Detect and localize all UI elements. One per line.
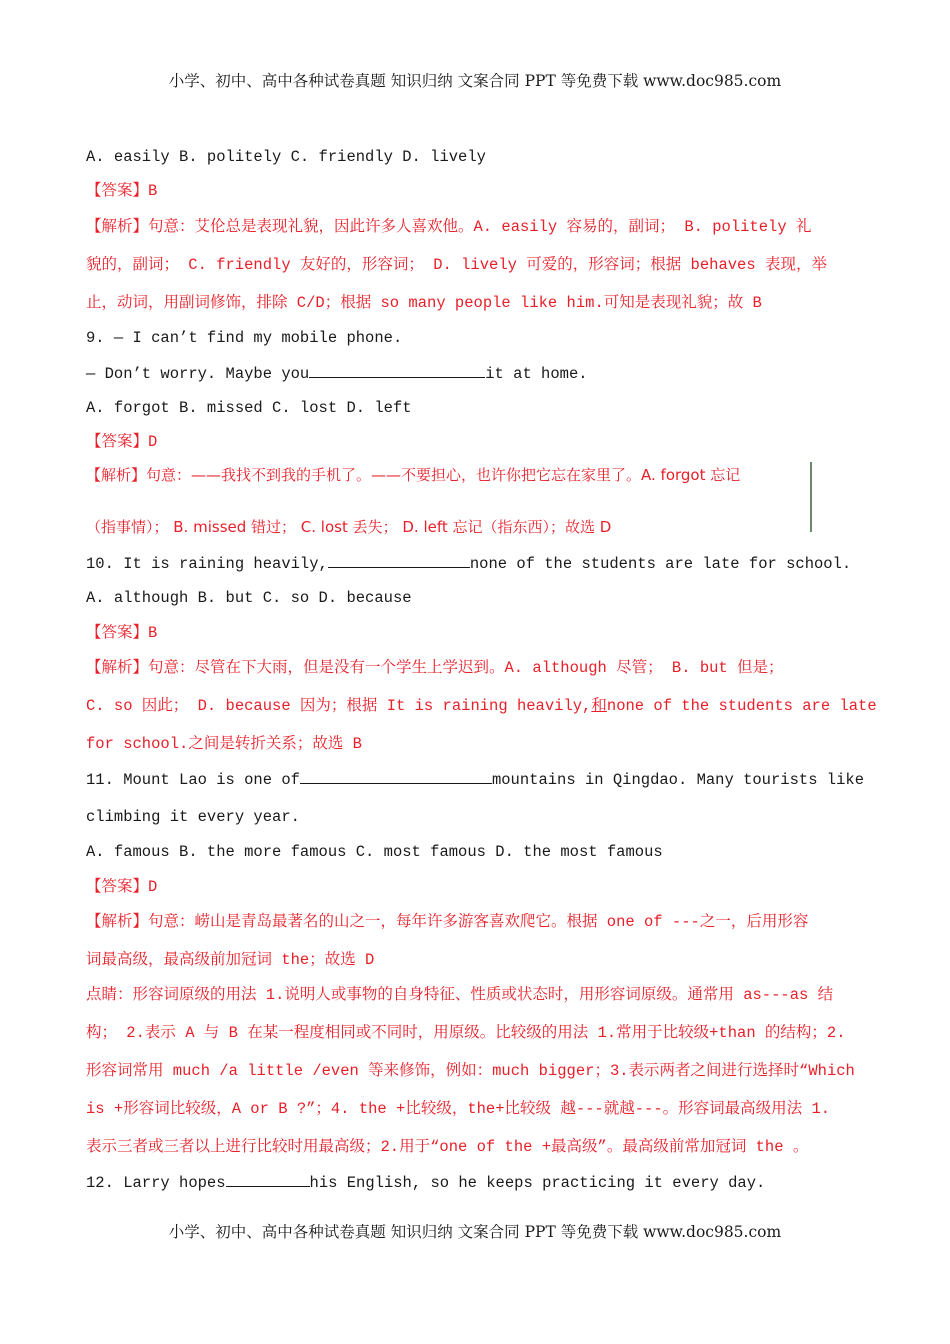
q9-stem-pre: — Don’t worry. Maybe you (86, 365, 310, 383)
q9-analysis-image (86, 456, 816, 538)
q8-analysis-line-1: 【解析】句意：艾伦总是表现礼貌，因此许多人喜欢他。A. easily 容易的，副词； B. politely 礼 (86, 218, 812, 236)
q10-analysis-2-underlined: 和 (591, 697, 607, 715)
q12-answer-blank (226, 1172, 310, 1187)
q11-answer-blank (300, 769, 492, 784)
q9-stem-line-2 (86, 363, 588, 384)
q10-answer: 【答案】B (86, 624, 158, 642)
q9-analysis-line-1: 【解析】句意：——我找不到我的手机了。——不要担心，也许你把它忘在家里了。A. forgot 忘记 (86, 466, 741, 484)
q9-answer-blank (309, 363, 485, 378)
q10-stem-post: none of the students are late for school. (469, 555, 852, 573)
q10-analysis-line-2 (86, 696, 877, 716)
q11-analysis-line-2: 词最高级，最高级前加冠词 the；故选 D (86, 951, 375, 969)
q10-options: A. although B. but C. so D. because (86, 589, 412, 607)
q11-tip-line-2: 构； 2.表示 A 与 B 在某一程度相同或不同时，用原级。比较级的用法 1.常用于比较级+than 的结构；2. (86, 1024, 846, 1042)
q11-analysis-line-1: 【解析】句意：崂山是青岛最著名的山之一，每年许多游客喜欢爬它。根据 one of ---之一，后用形容 (86, 913, 809, 931)
q10-stem (86, 553, 851, 574)
q11-tip-line-1: 点睛：形容词原级的用法 1.说明人或事物的自身特征、性质或状态时，用形容词原级。通常用 as---as 结 (86, 986, 834, 1004)
q11-stem-line-1 (86, 769, 864, 790)
q8-analysis-line-3: 止，动词，用副词修饰，排除 C/D；根据 so many people like him.可知是表现礼貌；故 B (86, 294, 762, 312)
q10-stem-pre: 10. It is raining heavily, (86, 555, 328, 573)
q9-analysis-line-2: （指事情）； B. missed 错过； C. lost 丢失； D. left 忘记（指东西）；故选 D (86, 518, 612, 536)
page-footer: 小学、初中、高中各种试卷真题 知识归纳 文案合同 PPT 等免费下载 www.doc985.com (168, 1223, 782, 1241)
q11-stem-pre: 11. Mount Lao is one of (86, 771, 300, 789)
q8-analysis-line-2: 貌的，副词； C. friendly 友好的，形容词； D. lively 可爱的，形容词；根据 behaves 表现，举 (86, 256, 827, 274)
page-header: 小学、初中、高中各种试卷真题 知识归纳 文案合同 PPT 等免费下载 www.doc985.com (168, 72, 782, 90)
q9-answer: 【答案】D (86, 433, 158, 451)
q11-tip-line-4: is +形容词比较级，A or B ?”；4. the +比较级，the+比较级 越---就越---。形容词最高级用法 1. (86, 1100, 831, 1118)
q10-analysis-2-pre: C. so 因此； D. because 因为；根据 It is raining heavily, (86, 697, 592, 715)
image-edge-marker (810, 462, 812, 532)
q11-tip-line-5: 表示三者或三者以上进行比较时用最高级；2.用于“one of the +最高级”。最高级前常加冠词 the 。 (86, 1138, 809, 1156)
q11-stem-line-2: climbing it every year. (86, 808, 300, 826)
q9-options: A. forgot B. missed C. lost D. left (86, 399, 412, 417)
q11-options: A. famous B. the more famous C. most famous D. the most famous (86, 843, 663, 861)
q11-answer: 【答案】D (86, 878, 158, 896)
q9-stem-post: it at home. (485, 365, 588, 383)
q11-stem-post: mountains in Qingdao. Many tourists like (491, 771, 864, 789)
q12-stem (86, 1172, 765, 1193)
q8-options: A. easily B. politely C. friendly D. lively (86, 148, 486, 166)
q12-stem-pre: 12. Larry hopes (86, 1174, 226, 1192)
q10-analysis-line-3: for school.之间是转折关系；故选 B (86, 735, 362, 753)
q10-analysis-line-1: 【解析】句意：尽管在下大雨，但是没有一个学生上学迟到。A. although 尽管； B. but 但是； (86, 659, 784, 677)
q8-answer: 【答案】B (86, 182, 158, 200)
q12-stem-post: his English, so he keeps practicing it every day. (309, 1174, 766, 1192)
q11-tip-line-3: 形容词常用 much /a little /even 等来修饰，例如：much bigger；3.表示两者之间进行选择时“Which (86, 1062, 855, 1080)
q10-analysis-2-post: none of the students are late (606, 697, 877, 715)
q9-stem-line-1: 9. — I can’t find my mobile phone. (86, 329, 403, 347)
q10-answer-blank (328, 553, 470, 568)
